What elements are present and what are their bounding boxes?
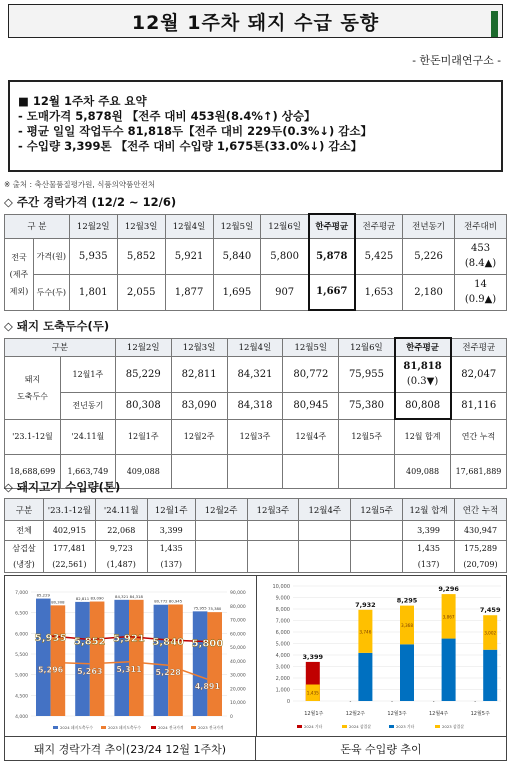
y-tick-label: 7,000 (275, 618, 290, 625)
y2-tick-label: 80,000 (230, 604, 246, 610)
bar-total-label: 9,296 (438, 585, 459, 594)
bar-2023-count (51, 605, 66, 716)
table-cell: 9,723 (95, 541, 147, 557)
table-header: 12월5주 (351, 499, 403, 521)
table-cell: 1,695 (213, 274, 261, 310)
bar-data-label: 84,318 (129, 593, 143, 599)
legend-label: 2023 기타 (396, 724, 415, 729)
table-cell-highlight: 80,808 (395, 392, 451, 419)
zero-marker: - (349, 699, 352, 705)
table-cell: 85,229 (115, 356, 171, 392)
table-cell: 5,935 (69, 238, 117, 274)
bar-data-label: 85,229 (36, 592, 50, 598)
summary-line: - 평균 일일 작업두수 81,818두【전주 대비 229두(0.3%↓) 감소】 (18, 124, 372, 138)
table-header: '23.1-12월 (43, 499, 95, 521)
price-2023-label: 5,228 (155, 668, 181, 678)
y-tick-label: 0 (286, 699, 290, 705)
zero-marker: - (391, 699, 393, 705)
x-tick-label: 12월5주 (470, 711, 490, 717)
x-tick-label: 12월2주 (345, 711, 366, 717)
bar-data-label: 80,772 (154, 598, 168, 604)
table-cell: 18,688,699 (5, 454, 61, 488)
y-tick-label: 6,500 (15, 611, 28, 617)
table-cell: 5,226 (403, 238, 455, 274)
table-cell: 1,663,749 (60, 454, 115, 488)
table-cell: 81,116 (451, 392, 507, 419)
legend-label: 2024 돼지도축두수 (60, 725, 93, 730)
title-box (8, 4, 503, 38)
bar-total-label: 7,459 (479, 606, 501, 615)
table-cell: 84,318 (227, 392, 283, 419)
table-cell: 907 (261, 274, 309, 310)
y2-tick-label: 90,000 (230, 591, 246, 596)
table-header: 12월6일 (339, 338, 395, 356)
table-header: '24.11월 (95, 499, 147, 521)
table-cell: 17,681,889 (451, 454, 507, 488)
caption-right: 돈육 수입량 추이 (340, 742, 422, 756)
table-cell (171, 454, 227, 488)
y-tick-label: 4,000 (275, 653, 290, 659)
bar-data-label: 82,811 (75, 595, 90, 601)
bar-total-label: 8,295 (396, 596, 418, 605)
table-header: 12월2주 (195, 499, 247, 521)
table-cell (247, 521, 299, 541)
y-tick-label: 10,000 (272, 584, 290, 590)
table-cell: 5,852 (117, 238, 165, 274)
bar-data-label: 75,955 (193, 605, 207, 611)
table-cell (351, 541, 403, 573)
bar-segment-label: 3,746 (359, 629, 372, 635)
y-tick-label: 4,000 (15, 715, 28, 720)
table-header: 12월3주 (247, 499, 299, 521)
table-header: 12월3주 (227, 419, 283, 454)
diff-cell (455, 238, 507, 274)
price-2023-label: 4,891 (194, 682, 221, 692)
y-tick-label: 3,000 (275, 664, 290, 671)
caption-left: 돼지 경락가격 추이(23/24 12월 1주차) (5, 737, 256, 760)
y-tick-label: 8,000 (275, 607, 290, 613)
table-header: 12월3일 (117, 214, 165, 238)
table-cell: 83,090 (171, 392, 227, 419)
legend-swatch (191, 726, 196, 729)
price-2024-label: 5,840 (152, 636, 185, 648)
imports-table (4, 498, 507, 573)
table-cell: 1,801 (69, 274, 117, 310)
y-tick-label: 6,000 (15, 632, 28, 638)
table-header: 12월4주 (299, 499, 351, 521)
avg-change: (0.3▼) (406, 376, 439, 387)
summary-line: - 수입량 3,399톤 【전주 대비 수입량 1,675톤(33.0%↓) 감소】 (18, 139, 363, 153)
y-tick-label: 2,000 (275, 676, 290, 682)
summary-box (8, 80, 503, 172)
table-header-highlight: 한주평균 (309, 214, 355, 238)
zero-marker: - (474, 699, 477, 705)
table-cell-highlight: 1,667 (309, 274, 355, 310)
table-cell-highlight: 5,878 (309, 238, 355, 274)
bar-total-label: 3,399 (302, 652, 324, 661)
bar-2023-count (129, 600, 144, 716)
table-header: 12월3일 (171, 338, 227, 356)
zero-marker: - (432, 699, 435, 705)
table-cell (247, 541, 299, 573)
table-cell: 430,947 (455, 521, 507, 541)
table-header: 12월4일 (165, 214, 213, 238)
bar-segment-label: 3,368 (401, 622, 413, 628)
legend-swatch (389, 725, 394, 728)
table-cell: (22,561) (43, 557, 95, 573)
diff-percent: (8.4▲) (464, 258, 497, 269)
legend-swatch (101, 726, 106, 729)
table-header: 12월2주 (171, 419, 227, 454)
table-cell: 5,800 (261, 238, 309, 274)
table-cell: (20,709) (455, 557, 507, 573)
table-header: 전주대비 (455, 214, 507, 238)
y-tick-label: 6,000 (275, 630, 290, 636)
price-2024-label: 5,921 (113, 633, 145, 645)
bar-2024-count (114, 600, 129, 716)
slaughter-heading: ◇ 돼지 도축두수(두) (4, 319, 110, 333)
table-header: 12월 합계 (403, 499, 455, 521)
table-header: 전년동기 (403, 214, 455, 238)
y-tick-label: 4,500 (15, 694, 28, 700)
table-cell: 402,915 (43, 521, 95, 541)
caption-row (4, 737, 507, 761)
bar-data-label: 75,380 (208, 606, 222, 612)
table-cell: 82,811 (171, 356, 227, 392)
table-header: 연간 누적 (455, 499, 507, 521)
legend-label: 2024 삼겹살 (349, 724, 371, 729)
table-cell: 75,380 (339, 392, 395, 419)
y-tick-label: 5,000 (275, 641, 290, 648)
legend-swatch (435, 725, 440, 728)
y-tick-label: 5,000 (15, 673, 28, 679)
summary-heading: ■ 12월 1주차 주요 요약 (18, 94, 147, 108)
x-tick-label: 12월4주 (428, 711, 449, 717)
y2-tick-label: 70,000 (230, 618, 246, 624)
y-tick-label: 7,000 (15, 591, 28, 596)
table-header: '24.11월 (60, 419, 115, 454)
y-tick-label: 1,000 (275, 687, 290, 694)
table-header: 12월1주 (115, 419, 171, 454)
legend-label: 2023 전국가격 (198, 725, 224, 730)
table-cell (227, 454, 283, 488)
legend-label: 2024 전국가격 (158, 725, 184, 730)
bar-segment-label: 3,867 (442, 614, 455, 620)
legend-swatch (53, 726, 58, 729)
legend-swatch (151, 726, 156, 729)
auction-table (4, 213, 507, 311)
table-cell: 1,435 (403, 541, 455, 557)
bar-2024-count (75, 602, 90, 716)
table-cell: 5,425 (355, 238, 403, 274)
table-cell: (1,487) (95, 557, 147, 573)
bar-2023-count (207, 612, 222, 716)
bar-2023-other (442, 639, 456, 701)
bar-2023-count (168, 604, 183, 716)
row-label: 삼겹살 (5, 541, 44, 557)
page-title: 12월 1주차 돼지 수급 동향 (131, 11, 380, 34)
table-cell: 409,088 (115, 454, 171, 488)
table-cell: 3,399 (403, 521, 455, 541)
table-cell: 84,321 (227, 356, 283, 392)
table-header: 연간 누적 (451, 419, 507, 454)
x-tick-label: 12월3주 (387, 711, 407, 717)
table-cell: 80,945 (283, 392, 339, 419)
title-accent-bar (491, 11, 498, 37)
price-2023-label: 5,296 (37, 665, 64, 675)
bar-2024-count (154, 605, 169, 716)
price-2024-label: 5,935 (34, 633, 67, 645)
table-cell: 5,840 (213, 238, 261, 274)
bar-2023-other (483, 650, 497, 701)
table-header: 전주평균 (451, 338, 507, 356)
table-cell: 5,921 (165, 238, 213, 274)
diff-percent: (0.9▲) (464, 294, 497, 305)
table-header: 12월4일 (227, 338, 283, 356)
table-cell: 177,481 (43, 541, 95, 557)
table-cell: 75,955 (339, 356, 395, 392)
table-header-highlight: 한주평균 (395, 338, 451, 356)
bar-2023-other (358, 653, 372, 701)
table-header: 12월4주 (283, 419, 339, 454)
auction-heading: ◇ 주간 경락가격 (12/2 ~ 12/6) (4, 195, 177, 209)
table-cell (339, 454, 395, 488)
bar-data-label: 83,090 (90, 595, 104, 601)
legend-label: 2023 삼겹살 (442, 724, 464, 729)
table-header: 12월6일 (261, 214, 309, 238)
price-2023-label: 5,311 (116, 664, 142, 674)
table-cell: 80,308 (115, 392, 171, 419)
y2-tick-label: 20,000 (230, 687, 246, 693)
y2-tick-label: 40,000 (230, 659, 246, 665)
table-header: '23.1-12월 (5, 419, 61, 454)
row-label: 12월1주 (60, 356, 115, 392)
avg-value: 81,818 (403, 361, 442, 372)
legend-label: 2023 돼지도축두수 (108, 725, 141, 730)
table-cell: 82,047 (451, 356, 507, 392)
table-header: 구 분 (5, 214, 70, 238)
table-cell: (137) (147, 557, 195, 573)
table-cell: 1,653 (355, 274, 403, 310)
table-cell: 80,772 (283, 356, 339, 392)
table-header: 12월1주 (147, 499, 195, 521)
price-trend-chart (5, 576, 256, 736)
source-note: ※ 출처 : 축산물품질평가원, 식품의약품안전처 (4, 180, 156, 189)
diff-cell (455, 274, 507, 310)
bar-2023-count (90, 602, 105, 716)
import-trend-chart (257, 576, 507, 736)
bar-data-label: 80,945 (168, 598, 183, 604)
imports-heading: ◇ 돼지고기 수입량(톤) (4, 480, 121, 494)
table-cell: 175,289 (455, 541, 507, 557)
legend-swatch (342, 725, 347, 728)
table-cell: 2,180 (403, 274, 455, 310)
bar-segment-label: 1,435 (306, 690, 319, 696)
legend-swatch (297, 725, 302, 728)
bar-data-label: 80,308 (51, 599, 65, 605)
bar-data-label: 84,321 (115, 593, 129, 599)
table-cell: 3,399 (147, 521, 195, 541)
row-label: 두수(두) (33, 274, 69, 310)
table-header: 12월5일 (213, 214, 261, 238)
y2-tick-label: 50,000 (230, 646, 246, 652)
bar-2024-count (36, 599, 51, 716)
price-2024-label: 5,852 (73, 636, 106, 648)
table-cell (299, 521, 351, 541)
table-cell (195, 541, 247, 573)
summary-line: - 도매가격 5,878원 【전주 대비 453원(8.4%↑) 상승】 (18, 109, 316, 123)
bar-2024-count (193, 611, 208, 716)
y2-tick-label: 60,000 (230, 632, 246, 638)
legend-label: 2024 기타 (304, 724, 323, 729)
table-cell: 1,877 (165, 274, 213, 310)
source-label: - 한돈미래연구소 - (412, 54, 501, 67)
row-label: (냉장) (5, 557, 44, 573)
row-group-label: 돼지 도축두수 (5, 356, 61, 419)
x-tick-label: 12월1주 (304, 711, 324, 717)
row-label: 전년동기 (60, 392, 115, 419)
diff-value: 14 (474, 279, 487, 290)
y2-tick-label: 10,000 (230, 701, 246, 707)
table-cell (299, 541, 351, 573)
table-cell: 409,088 (395, 454, 451, 488)
table-cell (351, 521, 403, 541)
bar-2023-other (400, 644, 414, 701)
table-cell-highlight (395, 356, 451, 392)
bar-total-label: 7,932 (355, 600, 376, 609)
table-header: 12월5주 (339, 419, 395, 454)
table-header: 12월 합계 (395, 419, 451, 454)
price-2023-label: 5,263 (77, 666, 103, 676)
table-cell: 2,055 (117, 274, 165, 310)
price-2024-label: 5,800 (191, 638, 224, 650)
row-group-label: 전국 (제주 제외) (5, 238, 34, 310)
bar-segment-label: 3,002 (484, 630, 497, 636)
table-cell: 1,435 (147, 541, 195, 557)
table-cell: (137) (403, 557, 455, 573)
row-label: 가격(원) (33, 238, 69, 274)
y-tick-label: 9,000 (275, 595, 290, 602)
y2-tick-label: 30,000 (230, 673, 246, 679)
table-header: 전주평균 (355, 214, 403, 238)
table-cell (283, 454, 339, 488)
diff-value: 453 (470, 243, 491, 254)
charts-panel (4, 575, 507, 737)
table-cell: 22,068 (95, 521, 147, 541)
table-cell (195, 521, 247, 541)
table-header: 구분 (5, 499, 44, 521)
table-header: 12월2일 (69, 214, 117, 238)
y-tick-label: 5,500 (15, 653, 28, 658)
row-label: 전체 (5, 521, 44, 541)
table-header: 구분 (5, 338, 116, 356)
y2-tick-label: 0 (230, 715, 233, 720)
slaughter-table (4, 337, 507, 489)
table-header: 12월2일 (115, 338, 171, 356)
table-header: 12월5일 (283, 338, 339, 356)
